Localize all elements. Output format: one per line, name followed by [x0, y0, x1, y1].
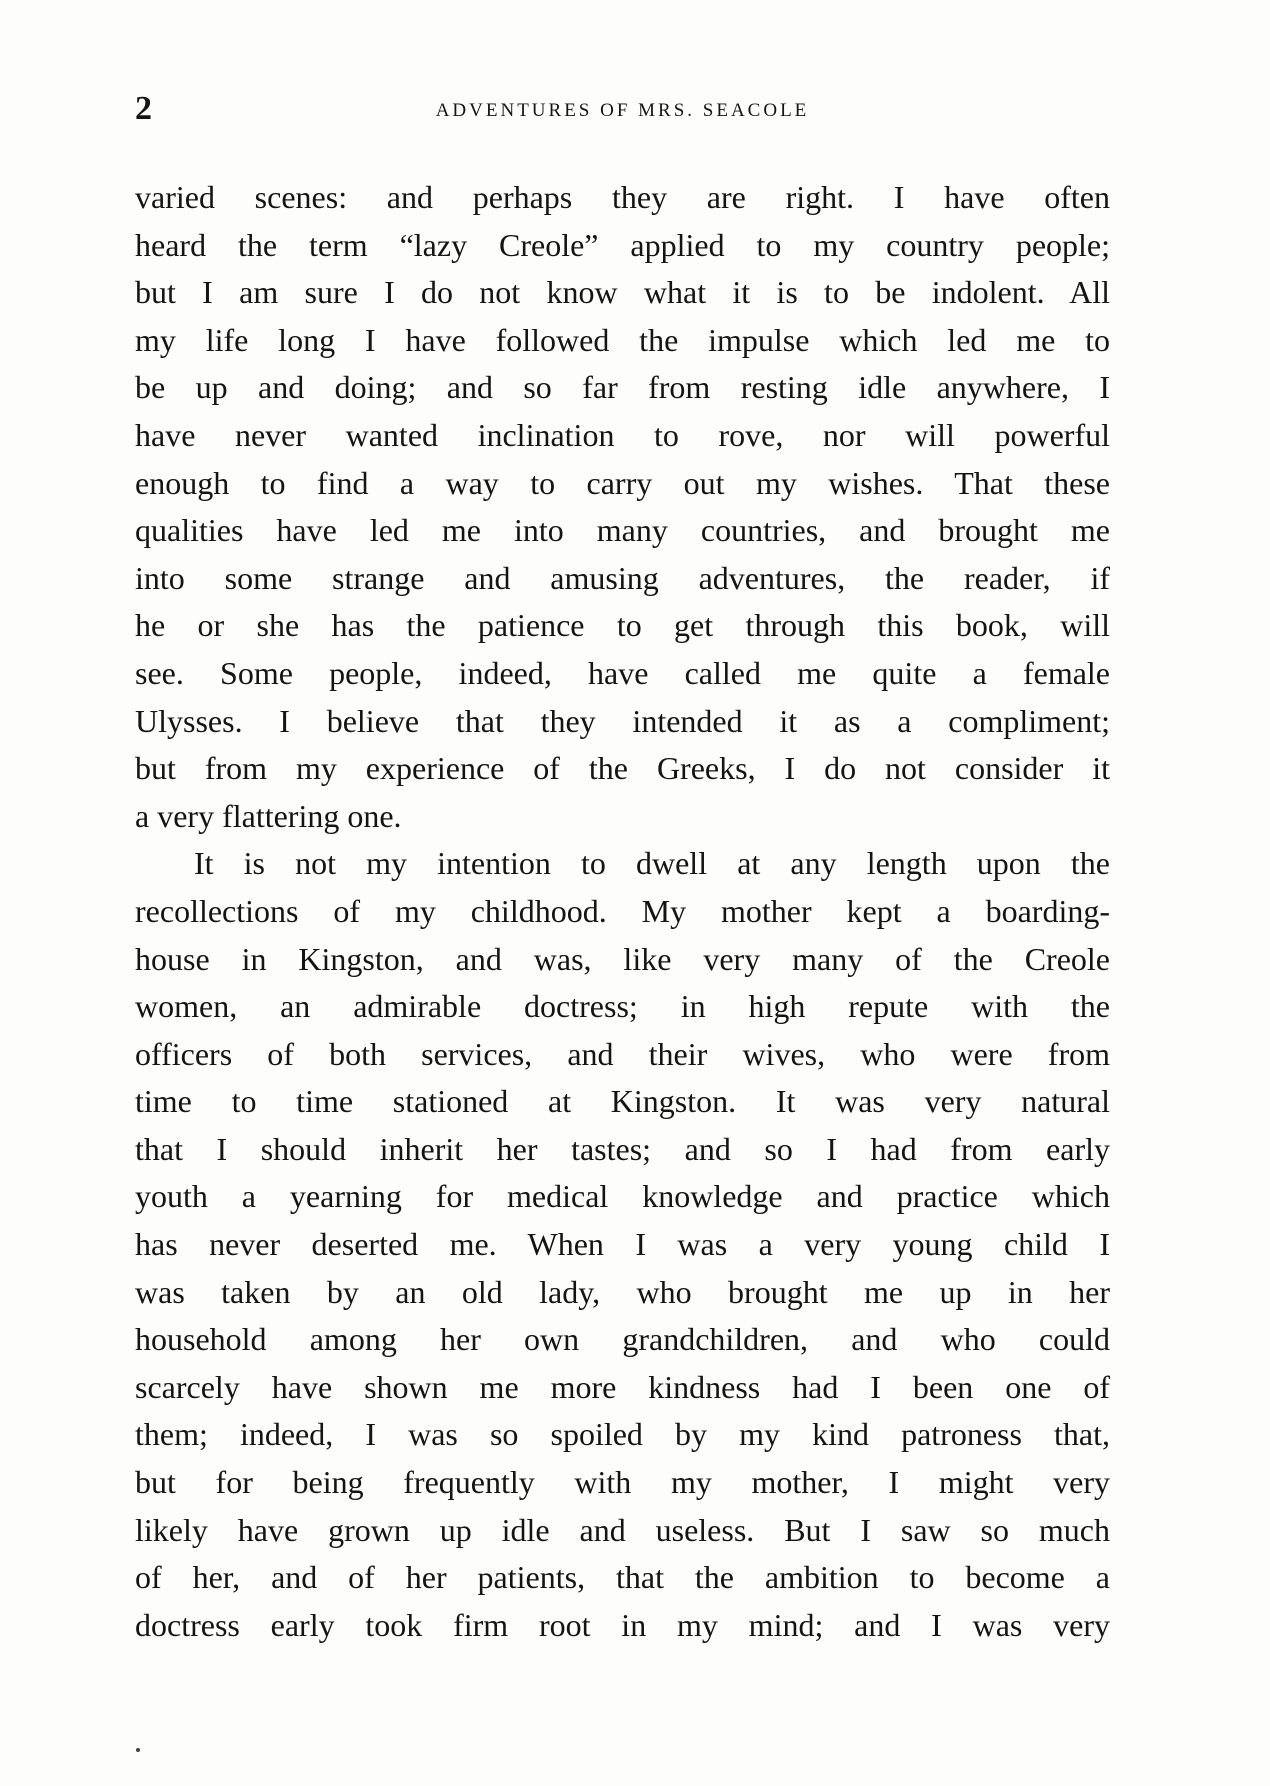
text-line: household among her own grandchildren, and who could [135, 1321, 1110, 1358]
text-line: Ulysses. I believe that they intended it as a compliment; [135, 702, 1110, 739]
text-line: youth a yearning for medical knowledge and practice which [135, 1178, 1110, 1215]
text-line: has never deserted me. When I was a very young child I [135, 1226, 1110, 1263]
text-line: heard the term “lazy Creole” applied to my country people; [135, 226, 1110, 263]
text-line: my life long I have followed the impulse which led me to [135, 321, 1110, 358]
text-line: that I should inherit her tastes; and so I had from early [135, 1130, 1110, 1167]
text-line: qualities have led me into many countries, and brought me [135, 512, 1110, 549]
text-line: likely have grown up idle and useless. But I saw so much [135, 1511, 1110, 1548]
text-line: be up and doing; and so far from resting idle anywhere, I [135, 369, 1110, 406]
text-line: have never wanted inclination to rove, nor will powerful [135, 416, 1110, 453]
text-line: recollections of my childhood. My mother kept a boarding- [135, 892, 1110, 929]
text-line: but for being frequently with my mother, I might very [135, 1464, 1110, 1501]
text-line: officers of both services, and their wives, who were from [135, 1035, 1110, 1072]
page-number: 2 [135, 90, 153, 127]
text-line: see. Some people, indeed, have called me quite a female [135, 654, 1110, 691]
text-line: of her, and of her patients, that the ambition to become a [135, 1559, 1110, 1596]
ink-speck [136, 1748, 140, 1752]
text-line: doctress early took firm root in my mind; and I was very [135, 1606, 1110, 1643]
text-line: scarcely have shown me more kindness had I been one of [135, 1368, 1110, 1405]
running-title: ADVENTURES OF MRS. SEACOLE [435, 100, 810, 121]
paragraph-end-line: a very flattering one. [135, 797, 402, 834]
text-line: but from my experience of the Greeks, I do not consider it [135, 750, 1110, 787]
body-text [135, 174, 1110, 1649]
text-line: but I am sure I do not know what it is to be indolent. All [135, 274, 1110, 311]
text-line: into some strange and amusing adventures, the reader, if [135, 559, 1110, 596]
text-line: women, an admirable doctress; in high repute with the [135, 988, 1110, 1025]
text-line: was taken by an old lady, who brought me up in her [135, 1273, 1110, 1310]
paragraph-start-line: It is not my intention to dwell at any length upon the [194, 845, 1110, 882]
text-line: he or she has the patience to get through this book, will [135, 607, 1110, 644]
text-line: varied scenes: and perhaps they are right. I have often [135, 179, 1110, 215]
text-line: them; indeed, I was so spoiled by my kind patroness that, [135, 1416, 1110, 1453]
text-line: enough to find a way to carry out my wishes. That these [135, 464, 1110, 501]
text-line: house in Kingston, and was, like very many of the Creole [135, 940, 1110, 977]
running-head [135, 90, 1110, 136]
text-line: time to time stationed at Kingston. It was very natural [135, 1083, 1110, 1120]
